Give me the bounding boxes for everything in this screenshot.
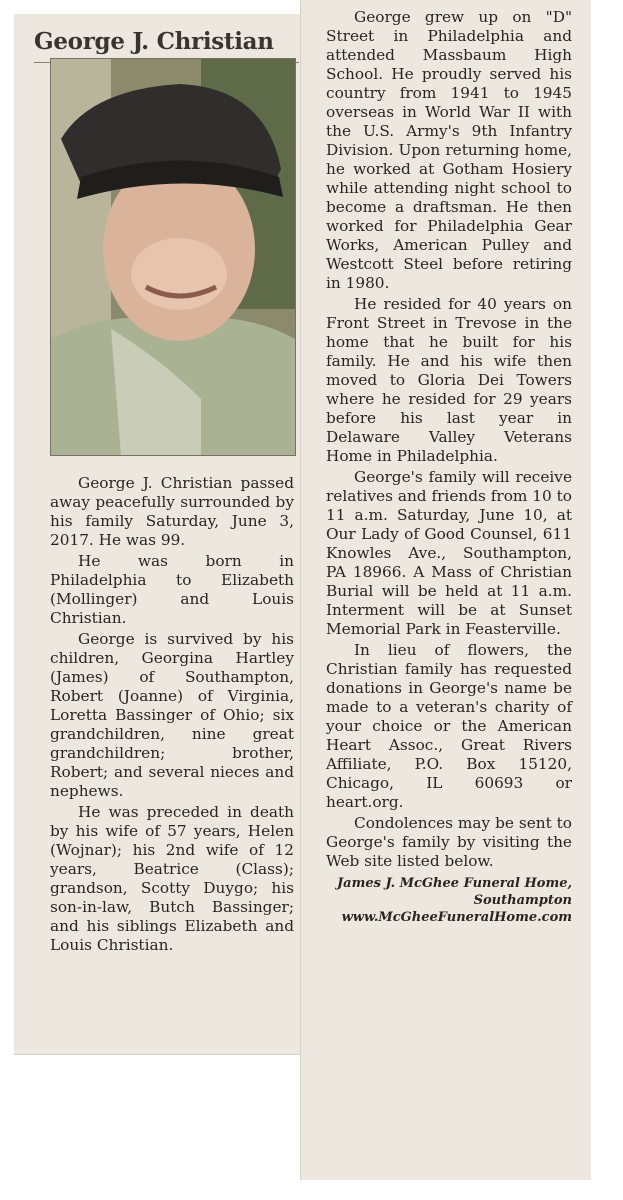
paragraph: George grew up on "D" Street in Philadelphia and attended Massbaum High School. He proudly served his country from 1941 to 1945 overseas in World War II with the U.S. Army's 9th Infantry Division. Upon returning home, he worked at Gotham Hosiery while attending night school to become a draftsman. He then worked for Philadelphia Gear Works, American Pulley and Westcott Steel before retiring in 1980. [326, 8, 572, 292]
obituary-headline: George J. Christian [34, 28, 274, 55]
signature-url: www.McGheeFuneralHome.com [341, 910, 572, 925]
paragraph: He resided for 40 years on Front Street in Trevose in the home that he built for his family. He and his wife then moved to Gloria Dei Towers where he resided for 29 years before his last year in Delaware Valley Veterans Home in Philadelphia. [326, 295, 572, 465]
funeral-home-signature [326, 875, 572, 926]
obituary-left-column [50, 474, 294, 957]
signature-line: James J. McGhee Funeral Home, [337, 876, 572, 891]
paragraph: He was preceded in death by his wife of 57 years, Helen (Wojnar); his 2nd wife of 12 years, Beatrice (Class); grandson, Scotty Duygo; his son-in-law, Butch Bassinger; and his siblings Elizabeth and Louis Christian. [50, 803, 294, 954]
obituary-right-column [326, 8, 572, 926]
paragraph: George J. Christian passed away peacefully surrounded by his family Saturday, June 3, 2017. He was 99. [50, 474, 294, 549]
portrait-illustration [51, 59, 295, 455]
paragraph: George is survived by his children, Georgina Hartley (James) of Southampton, Robert (Joanne) of Virginia, Loretta Bassinger of Ohio; six grandchildren, nine great grandchildren; brother, Robert; and several nieces and nephews. [50, 630, 294, 800]
paragraph: Condolences may be sent to George's family by visiting the Web site listed below. [326, 814, 572, 870]
portrait-photo [50, 58, 296, 456]
paragraph: In lieu of flowers, the Christian family has requested donations in George's name be made to a veteran's charity of your choice or the American Heart Assoc., Great Rivers Affiliate, P.O. Box 15120, Chicago, IL 60693 or heart.org. [326, 641, 572, 811]
signature-line: Southampton [473, 893, 572, 908]
paragraph: George's family will receive relatives and friends from 10 to 11 a.m. Saturday, June 10, at Our Lady of Good Counsel, 611 Knowles Ave., Southampton, PA 18966. A Mass of Christian Burial will be held at 11 a.m. Interment will be at Sunset Memorial Park in Feasterville. [326, 468, 572, 638]
paragraph: He was born in Philadelphia to Elizabeth (Mollinger) and Louis Christian. [50, 552, 294, 627]
